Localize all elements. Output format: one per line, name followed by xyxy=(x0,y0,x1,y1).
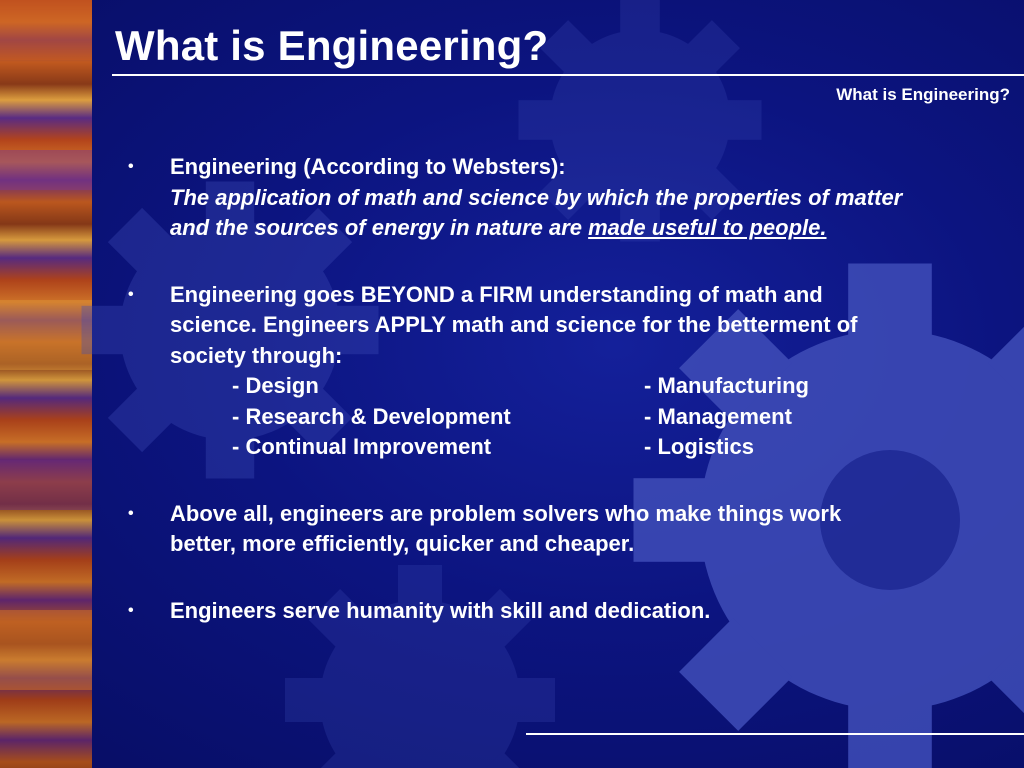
bullet-list xyxy=(128,152,908,626)
slide-subtitle: What is Engineering? xyxy=(836,85,1010,104)
sub-list-row xyxy=(170,432,908,463)
bullet-dot-icon: • xyxy=(128,601,134,619)
sub-list-item: - Logistics xyxy=(644,434,755,459)
bullet-text: Engineers serve humanity with skill and dedication. xyxy=(170,597,711,623)
definition-plain: The application of math and science by which the properties of matter and the sources of energy in nature are xyxy=(170,184,903,240)
footer-rule xyxy=(526,733,1024,735)
sub-list-item: - Research & Development xyxy=(232,403,511,429)
definition-text xyxy=(170,183,908,244)
bullet-heading: Engineering (According to Websters): xyxy=(170,154,566,179)
bullet-text: Engineering goes BEYOND a FIRM understanding of math and science. Engineers APPLY math and science for the betterment of society through: xyxy=(170,281,858,368)
bullet-dot-icon: • xyxy=(128,285,134,303)
bullet-dot-icon: • xyxy=(128,504,134,522)
bullet-item xyxy=(128,152,908,244)
sub-list-item: - Manufacturing xyxy=(644,373,809,398)
sub-list-item: - Continual Improvement xyxy=(232,434,492,459)
title-underline xyxy=(112,74,1024,76)
sub-list-item: - Design xyxy=(232,373,319,398)
sub-list-row xyxy=(170,402,908,433)
sub-list-row xyxy=(170,371,908,402)
bullet-text: Above all, engineers are problem solvers who make things work better, more efficiently, quicker and cheaper. xyxy=(170,500,842,556)
bullet-item xyxy=(128,280,908,463)
sub-list-item: - Management xyxy=(644,403,792,429)
bullet-dot-icon: • xyxy=(128,158,134,175)
definition-underlined: made useful to people. xyxy=(588,215,827,240)
bullet-item xyxy=(128,596,908,627)
bullet-item xyxy=(128,499,908,560)
slide-title: What is Engineering? xyxy=(115,22,549,69)
